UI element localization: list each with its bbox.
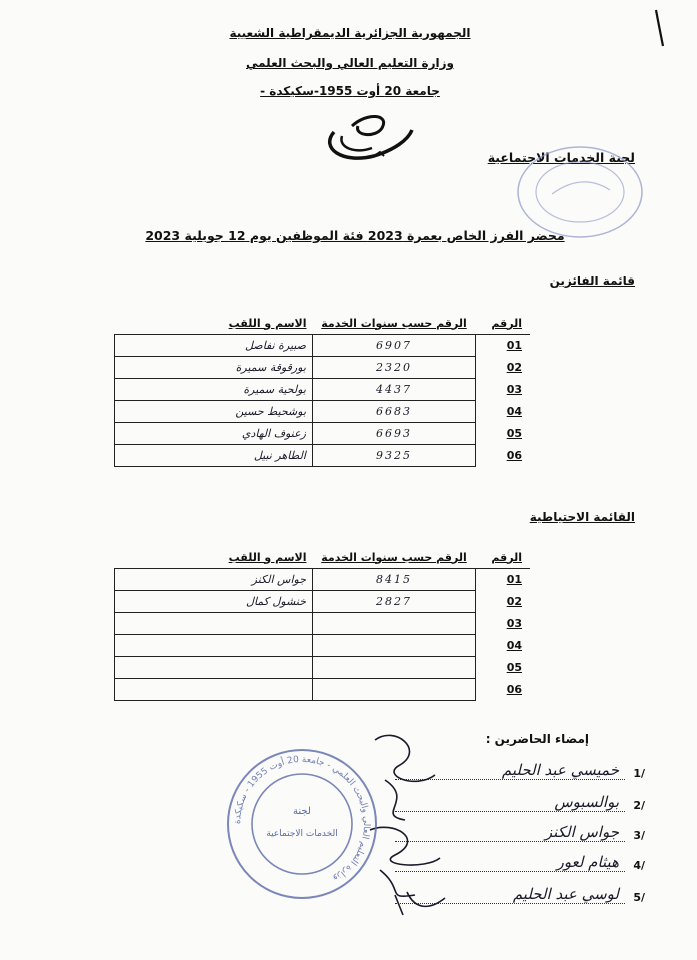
header-university: جامعة 20 أوت 1955-سكيكدة -: [260, 84, 440, 98]
winners-table: [114, 312, 530, 467]
service-number: 4437: [313, 379, 476, 401]
col-num-header: الرقم: [476, 546, 531, 569]
full-name: بورقوقة سميرة: [115, 357, 313, 379]
full-name: [115, 613, 313, 635]
col-num-header: الرقم: [476, 312, 531, 335]
service-number: 9325: [313, 445, 476, 467]
row-num: 03: [506, 383, 522, 396]
attendee-name: لوسي عبد الحليم: [512, 885, 619, 903]
official-stamp-bottom: [222, 744, 382, 904]
attendee-num: 2/: [633, 799, 645, 812]
full-name: زعنوف الهادي: [115, 423, 313, 445]
full-name: [115, 657, 313, 679]
row-num: 03: [506, 617, 522, 630]
service-number: [313, 635, 476, 657]
attendee-name: بوالسبوس: [554, 793, 619, 811]
header-republic: الجمهورية الجزائرية الديمقراطية الشعبية: [229, 26, 471, 40]
table-row: [115, 423, 531, 445]
table-row: [115, 357, 531, 379]
attendee-num: 4/: [633, 859, 645, 872]
table-row: [115, 657, 531, 679]
service-number: 2320: [313, 357, 476, 379]
full-name: الطاهر نبيل: [115, 445, 313, 467]
full-name: جواس الكنز: [115, 569, 313, 591]
reserve-table: [114, 546, 530, 701]
row-num: 05: [506, 427, 522, 440]
header-ministry: وزارة التعليم العالي والبحث العلمي: [245, 56, 455, 70]
table-row: [115, 679, 531, 701]
full-name: خنشول كمال: [115, 591, 313, 613]
service-number: [313, 613, 476, 635]
service-number: 2827: [313, 591, 476, 613]
row-num: 05: [506, 661, 522, 674]
full-name: [115, 635, 313, 657]
row-num: 01: [506, 339, 522, 353]
table-row: [115, 401, 531, 423]
row-num: 02: [506, 361, 522, 374]
attendee-name: خميسي عبد الحليم: [501, 761, 619, 779]
col-name-header: الاسم و اللقب: [115, 312, 313, 335]
service-number: 6907: [313, 335, 476, 357]
full-name: صبيرة نفاصل: [115, 335, 313, 357]
table-row: [115, 635, 531, 657]
table-row: [115, 445, 531, 467]
full-name: [115, 679, 313, 701]
service-number: 8415: [313, 569, 476, 591]
service-number: 6683: [313, 401, 476, 423]
service-number: 6693: [313, 423, 476, 445]
table-header-row: [115, 312, 531, 335]
minutes-title: محضر الفرز الخاص بعمرة 2023 فئة الموظفين يوم 12 جويلية 2023: [145, 228, 565, 243]
university-logo: [312, 108, 417, 166]
full-name: بولحية سميرة: [115, 379, 313, 401]
winners-title: قائمة الفائزين: [549, 274, 635, 288]
row-num: 06: [506, 449, 522, 462]
row-num: 06: [506, 683, 522, 696]
col-service-header: الرقم حسب سنوات الخدمة: [313, 546, 476, 569]
attendee-name: جواس الكنز: [544, 823, 619, 841]
row-num: 04: [506, 405, 522, 418]
committee-name: لجنة الخدمات الاجتماعية: [487, 150, 635, 165]
table-row: [115, 335, 531, 357]
full-name: بوشحيط حسين: [115, 401, 313, 423]
col-service-header: الرقم حسب سنوات الخدمة: [313, 312, 476, 335]
stamp-center-line1: لجنة: [293, 806, 311, 817]
row-num: 02: [506, 595, 522, 608]
attendee-num: 3/: [633, 829, 645, 842]
service-number: [313, 679, 476, 701]
table-row: [115, 591, 531, 613]
row-num: 01: [506, 573, 522, 587]
attendee-num: 1/: [633, 767, 645, 780]
pen-mark: [652, 6, 672, 50]
table-row: [115, 613, 531, 635]
table-row: [115, 379, 531, 401]
attendees-title: إمضاء الحاضرين :: [485, 732, 589, 746]
reserve-title: القائمة الاحتياطية: [529, 510, 635, 524]
table-header-row: [115, 546, 531, 569]
stamp-center-line2: الخدمات الاجتماعية: [266, 829, 338, 839]
row-num: 04: [506, 639, 522, 652]
table-row: [115, 569, 531, 591]
attendee-name: هيثام لعور: [556, 853, 619, 871]
col-name-header: الاسم و اللقب: [115, 546, 313, 569]
stamp-ring-text: وزارة التعليم العالي والبحث العلمي - جامعة 20 أوت 1955 - سكيكدة: [232, 754, 372, 884]
official-stamp-top: [512, 142, 647, 242]
attendee-num: 5/: [633, 891, 645, 904]
service-number: [313, 657, 476, 679]
